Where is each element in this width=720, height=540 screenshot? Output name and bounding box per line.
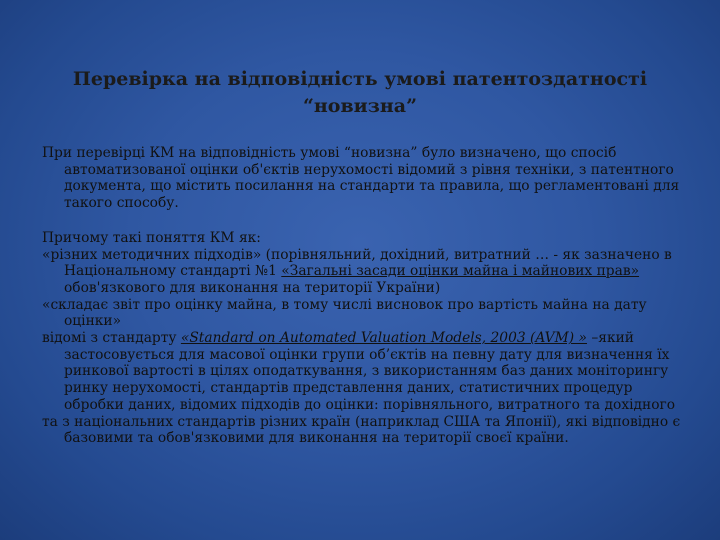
item3-avm-link: «Standard on Automated Valuation Models, 2003 (AVM) » <box>180 330 587 347</box>
list-item-valuation-report: «складає звіт про оцінку майна, в тому числі висновок про вартість майна на дату оцінки» <box>42 296 647 330</box>
title-line-1: Перевірка на відповідність умові патентоздатності <box>72 68 648 90</box>
item3-text-end: –який застосовується для масової оцінки групи об’єктів на певну дату для визначення їх ринкової вартості в цілях оподаткування, з використанням баз даних моніторингу ринку нерухомості, стандартів представлення даних, статистичних процедур обробки даних, відомих підходів до оцінки: порівняльного, витратного та дохідного <box>64 330 676 413</box>
item3-text-start: відомі з стандарту <box>42 330 181 347</box>
item1-standard-link: «Загальні засади оцінки майна і майнових прав» <box>281 263 640 280</box>
paragraph-concepts-intro: Причому такі поняття КМ як: <box>42 229 261 246</box>
item1-text-end: обов'язкового для виконання на території України) <box>64 279 441 296</box>
list-item-national-standards: та з національних стандартів різних країн (наприклад США та Японії), які відповідно є базовими та обов'язковими для виконання на території своєї країни. <box>42 413 681 447</box>
item1-text-start: «різних методичних підходів» (порівняльний, дохідний, витратний … - як зазначено в Національному стандарті №1 <box>42 246 672 280</box>
list-item-methodical-approaches <box>40 247 686 297</box>
paragraph-novelty-check: При перевірці КМ на відповідність умові “новизна” було визначено, що спосіб автоматизованої оцінки об'єктів нерухомості відомий з рівня техніки, з патентного документа, що містить посилання на стандарти та правила, що регламентовані для такого способу. <box>42 145 680 212</box>
list-item-avm-standard <box>40 330 686 414</box>
slide-body <box>40 145 686 447</box>
title-line-2: “новизна” <box>302 95 418 117</box>
slide-title <box>40 66 680 120</box>
